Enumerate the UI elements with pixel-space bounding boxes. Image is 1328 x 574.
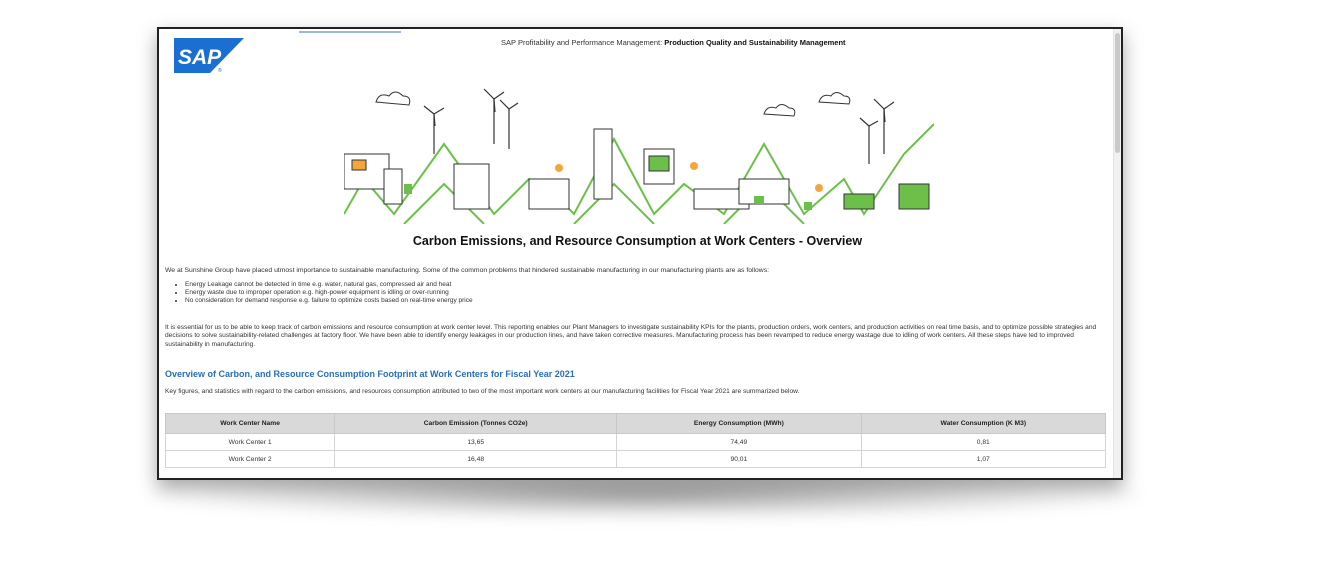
column-header-carbon-emission[interactable]: Carbon Emission (Tonnes CO2e)	[335, 414, 617, 434]
description-paragraph: It is essential for us to be able to keep track of carbon emissions and resource consumption at work center level. This reporting enables our Plant Managers to investigate sustainability KPIs for the plants, production orders, work centers, and production activities on real time basis, and to optimize possible strategies and decisions to solve sustainability-related challenges at factory floor. We have been able to identify energy leakages in our production lines, and have taken corrective measures. Manufacturing process has been revamped to reduce energy wastage due to idling of work centers. All these steps have led to improved sustainability in manufacturing.	[165, 324, 1097, 348]
header-title: Production Quality and Sustainability Management	[664, 38, 846, 47]
app-header	[501, 38, 846, 47]
intro-text: We at Sunshine Group have placed utmost importance to sustainable manufacturing. Some of the common problems that hindered sustainable manufacturing in our manufacturing plants are as follows:	[165, 267, 770, 274]
cell-water-consumption: 1,07	[861, 451, 1105, 468]
list-item: • Energy Leakage cannot be detected in time e.g. water, natural gas, compressed air and heat	[185, 281, 473, 289]
work-center-table	[165, 413, 1106, 468]
vertical-scrollbar[interactable]	[1113, 29, 1121, 478]
column-header-energy-consumption[interactable]: Energy Consumption (MWh)	[617, 414, 861, 434]
list-item: • No consideration for demand response e.g. failure to optimize costs based on real-time energy price	[185, 297, 473, 305]
table-header-row	[166, 414, 1106, 434]
cell-work-center: Work Center 1	[166, 434, 335, 451]
report-window	[157, 27, 1123, 480]
svg-text:®: ®	[218, 68, 222, 73]
cell-carbon-emission: 13,65	[335, 434, 617, 451]
cell-energy-consumption: 90,01	[617, 451, 861, 468]
section-text: Key figures, and statistics with regard to the carbon emissions, and resources consumption attributed to two of the most important work centers at our manufacturing facilities for Fiscal Year 2021 are summarized below.	[165, 388, 800, 395]
table-row	[166, 451, 1106, 468]
column-header-water-consumption[interactable]: Water Consumption (K M3)	[861, 414, 1105, 434]
sap-logo	[174, 38, 244, 73]
header-prefix: SAP Profitability and Performance Management:	[501, 38, 665, 47]
scrollbar-thumb[interactable]	[1115, 33, 1120, 153]
cell-energy-consumption: 74,49	[617, 434, 861, 451]
section-title: Overview of Carbon, and Resource Consumption Footprint at Work Centers for Fiscal Year 2021	[165, 369, 575, 379]
column-header-work-center[interactable]: Work Center Name	[166, 414, 335, 434]
cell-carbon-emission: 16,48	[335, 451, 617, 468]
svg-text:SAP: SAP	[178, 46, 222, 69]
cell-water-consumption: 0,81	[861, 434, 1105, 451]
cell-work-center: Work Center 2	[166, 451, 335, 468]
table-row	[166, 434, 1106, 451]
problem-list	[173, 281, 473, 304]
active-tab-indicator[interactable]	[299, 31, 401, 33]
report-title: Carbon Emissions, and Resource Consumption at Work Centers - Overview	[412, 234, 863, 248]
sustainable-factory-illustration	[344, 84, 934, 224]
list-item: • Energy waste due to improper operation e.g. high-power equipment is idling or over-running	[185, 289, 473, 297]
